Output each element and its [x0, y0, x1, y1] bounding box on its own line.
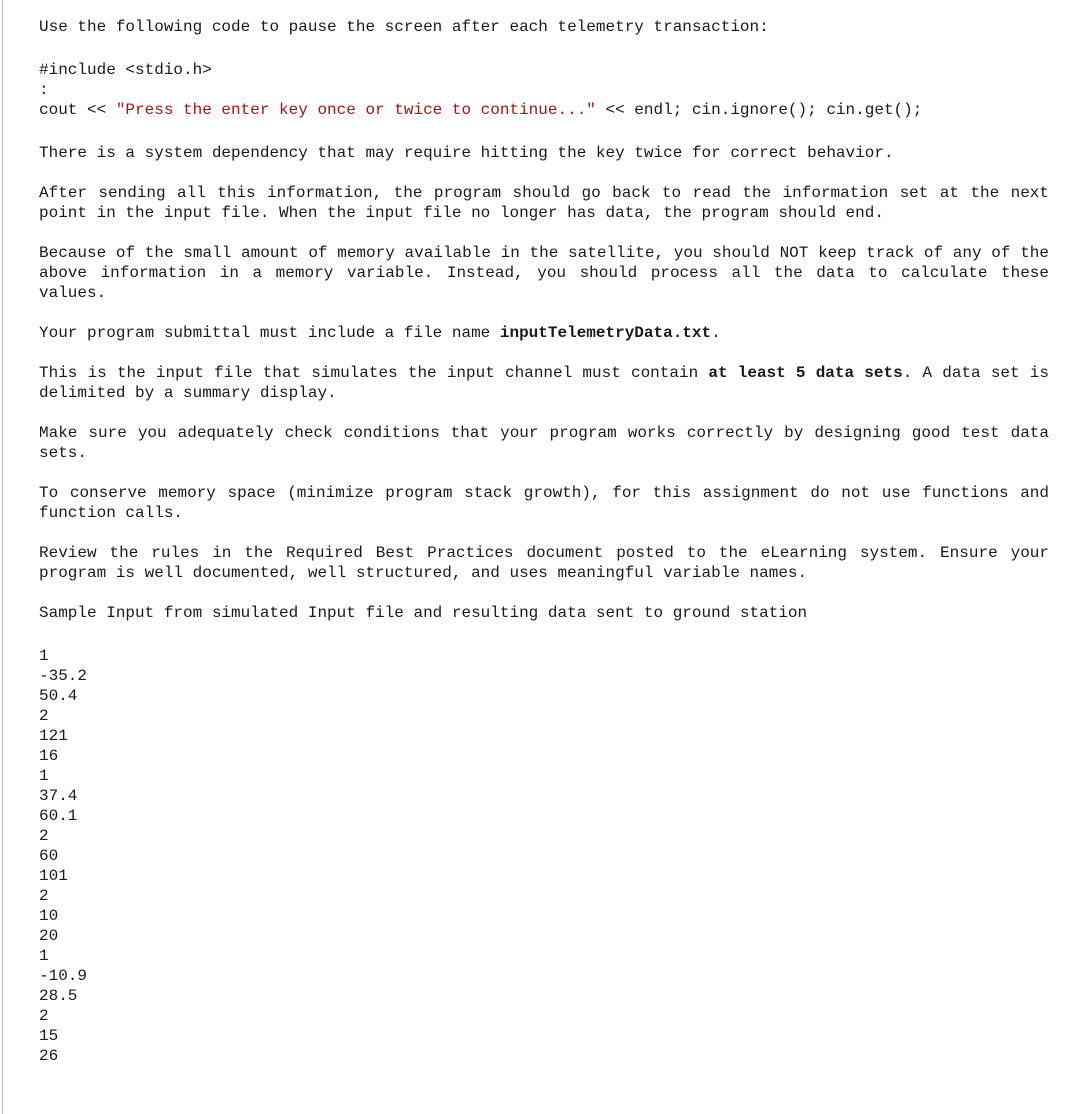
sample-value: 2	[39, 707, 49, 725]
check-conditions-text: Make sure you adequately check conditions that your program works correctly by designing good test data sets.	[39, 424, 1049, 462]
submittal-prefix: Your program submittal must include a file name	[39, 324, 500, 342]
sample-value: 26	[39, 1047, 59, 1065]
sample-value: 2	[39, 1007, 49, 1025]
code-stream-operator: <<	[595, 101, 635, 119]
code-tail: endl; cin.ignore(); cin.get();	[634, 101, 923, 119]
code-include-line: #include <stdio.h>	[39, 61, 212, 79]
code-stream-operator: <<	[77, 101, 116, 119]
memory-note-text: Because of the small amount of memory available in the satellite, you should NOT keep track of any of the above information in a memory variable. Instead, you should process all the data to calculate these values.	[39, 244, 1049, 302]
document-body	[39, 17, 1049, 1066]
code-block	[39, 60, 1049, 120]
sample-value: 2	[39, 827, 49, 845]
sample-value: 60.1	[39, 807, 78, 825]
sample-value: 1	[39, 767, 49, 785]
sample-value: 15	[39, 1027, 59, 1045]
submittal-text	[39, 323, 1049, 343]
sample-value: 16	[39, 747, 59, 765]
conserve-memory-text: To conserve memory space (minimize program stack growth), for this assignment do not use functions and function calls.	[39, 484, 1049, 522]
input-file-emphasis: at least 5 data sets	[708, 364, 903, 382]
sample-value: 50.4	[39, 687, 78, 705]
submittal-filename: inputTelemetryData.txt	[499, 324, 712, 342]
review-rules-text: Review the rules in the Required Best Practices document posted to the eLearning system. Ensure your program is well documented, well structured, and uses meaningful variable names.	[39, 544, 1049, 582]
system-dependency-text: There is a system dependency that may require hitting the key twice for correct behavior.	[39, 144, 894, 162]
code-cout-keyword: cout	[39, 101, 78, 119]
sample-values-list	[39, 646, 1049, 1066]
sample-value: 20	[39, 927, 59, 945]
sample-value: 1	[39, 647, 49, 665]
input-file-suffix: . A data set is delimited by a summary display.	[39, 364, 1050, 402]
intro-text: Use the following code to pause the screen after each telemetry transaction:	[39, 18, 769, 36]
sample-value: 101	[39, 867, 68, 885]
sample-value: -10.9	[39, 967, 88, 985]
after-sending-text: After sending all this information, the program should go back to read the information set at the next point in the input file. When the input file no longer has data, the program should end.	[39, 184, 1049, 222]
sample-value: 10	[39, 907, 59, 925]
input-file-text	[39, 363, 1049, 403]
sample-value: 60	[39, 847, 59, 865]
sample-value: 121	[39, 727, 68, 745]
input-file-prefix: This is the input file that simulates the input channel must contain	[39, 364, 709, 382]
sample-value: 1	[39, 947, 49, 965]
sample-value: 37.4	[39, 787, 78, 805]
page-left-border	[2, 0, 3, 1114]
submittal-suffix: .	[711, 324, 721, 342]
code-ellipsis-line: :	[39, 81, 49, 99]
sample-value: -35.2	[39, 667, 88, 685]
code-cout-line	[39, 100, 1049, 120]
sample-heading: Sample Input from simulated Input file and resulting data sent to ground station	[39, 604, 808, 622]
code-string-literal: "Press the enter key once or twice to continue..."	[115, 101, 596, 119]
sample-value: 2	[39, 887, 49, 905]
sample-value: 28.5	[39, 987, 78, 1005]
